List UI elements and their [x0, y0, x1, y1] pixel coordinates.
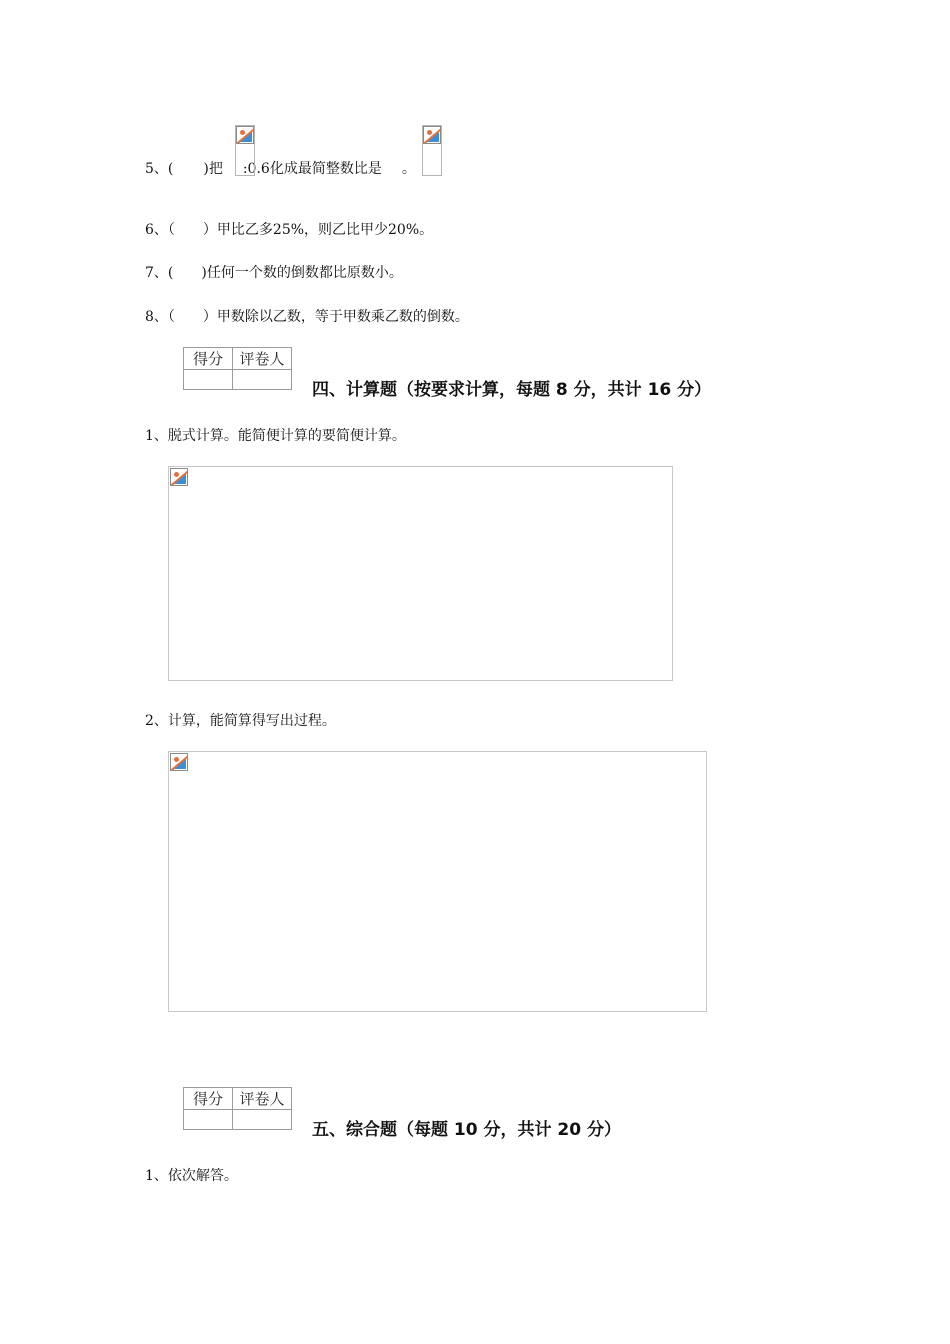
- section-4-title: 四、计算题（按要求计算，每题 8 分，共计 16 分）: [312, 380, 712, 400]
- q5-paren-close: )把: [203, 161, 223, 177]
- score-cell[interactable]: [184, 370, 233, 390]
- broken-image-icon: [170, 468, 188, 486]
- q5-mid-text: :0.6化成最简整数比是: [242, 161, 382, 177]
- score-header: 得分: [184, 348, 233, 370]
- grader-cell[interactable]: [233, 370, 292, 390]
- score-header: 得分: [184, 1088, 233, 1110]
- question-1-image: [168, 466, 673, 681]
- broken-image-icon: [170, 753, 188, 771]
- question-6: 6、（ ）甲比乙多25%，则乙比甲少20%。: [145, 222, 434, 238]
- question-2-image: [168, 751, 707, 1012]
- grader-header: 评卷人: [233, 348, 292, 370]
- score-table: [183, 1087, 292, 1130]
- broken-image-icon: [423, 126, 441, 144]
- question-7: 7、( )任何一个数的倒数都比原数小。: [145, 265, 403, 281]
- score-cell[interactable]: [184, 1110, 233, 1130]
- q5-number: 5、(: [145, 161, 174, 177]
- section4-question-2: 2、计算，能简算得写出过程。: [145, 713, 336, 729]
- question-5: [145, 160, 416, 178]
- grader-header: 评卷人: [233, 1088, 292, 1110]
- q5-end: 。: [401, 161, 416, 177]
- grader-cell[interactable]: [233, 1110, 292, 1130]
- section5-question-1: 1、依次解答。: [145, 1168, 238, 1184]
- section-5-title: 五、综合题（每题 10 分，共计 20 分）: [312, 1120, 621, 1140]
- section4-question-1: 1、脱式计算。能简便计算的要简便计算。: [145, 428, 406, 444]
- question-8: 8、（ ）甲数除以乙数，等于甲数乘乙数的倒数。: [145, 309, 469, 325]
- broken-image-icon: [236, 126, 254, 144]
- score-table: [183, 347, 292, 390]
